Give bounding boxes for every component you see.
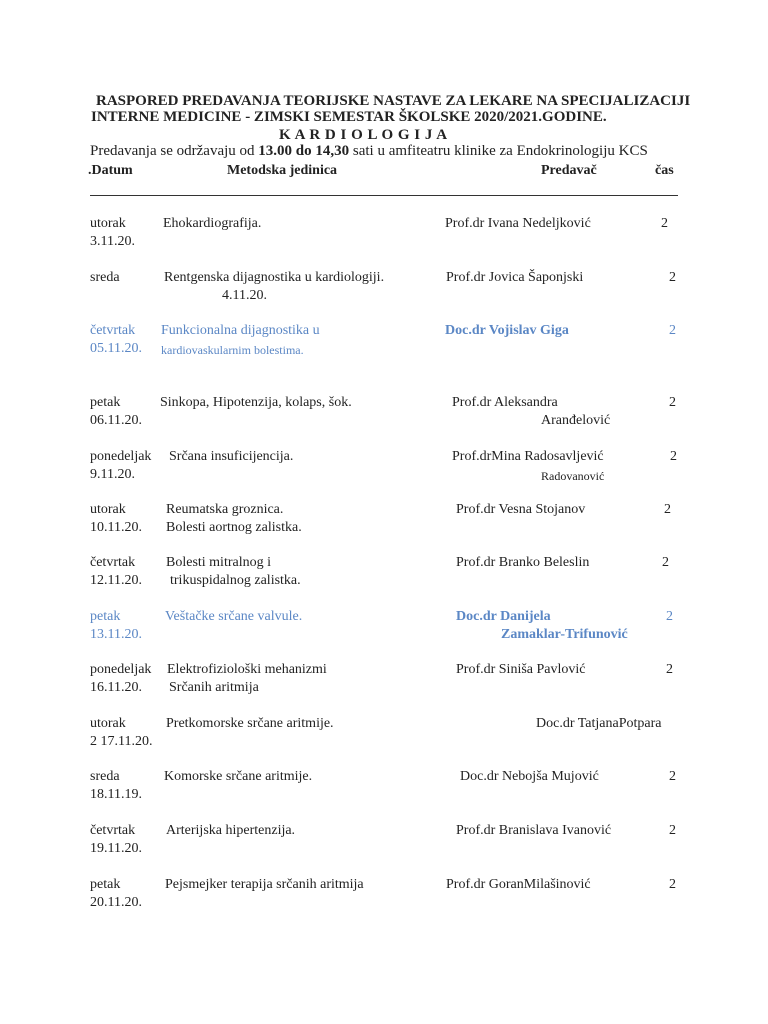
row-lecturer: Prof.dr Branko Beleslin (456, 555, 590, 570)
row-date: 4.11.20. (222, 288, 267, 303)
row-hours: 2 (670, 449, 677, 464)
row-day: četvrtak (90, 323, 136, 338)
row-day: sreda (90, 270, 120, 285)
row-day: ponedeljak (90, 449, 152, 464)
row-date: 9.11.20. (90, 467, 135, 482)
row-hours: 2 (669, 823, 676, 838)
row-day: utorak (90, 502, 126, 517)
row-date: 12.11.20. (90, 573, 142, 588)
row-lecturer: Prof.dr Aleksandra (452, 395, 558, 410)
row-lecturer: Doc.dr Danijela (456, 609, 551, 624)
row-date: 19.11.20. (90, 841, 142, 856)
row-hours: 2 (661, 216, 668, 231)
row-day: četvrtak (90, 823, 136, 838)
row-topic: Sinkopa, Hipotenzija, kolaps, šok. (160, 395, 352, 410)
row-hours: 2 (669, 270, 676, 285)
row-topic: Funkcionalna dijagnostika u (161, 323, 320, 338)
row-hours: 2 (662, 555, 669, 570)
row-lecturer-line2: Zamaklar-Trifunović (501, 627, 628, 642)
row-hours: 2 (669, 769, 676, 784)
row-day: ponedeljak (90, 662, 152, 677)
row-topic-line2: trikuspidalnog zalistka. (170, 573, 301, 588)
row-day: petak (90, 609, 121, 624)
row-date: 20.11.20. (90, 895, 142, 910)
row-lecturer: Doc.dr Nebojša Mujović (460, 769, 599, 784)
intro-post: sati u amfiteatru klinike za Endokrinologiju KCS (349, 143, 648, 159)
row-topic-line2: kardiovaskularnim bolestima. (161, 343, 304, 357)
row-topic: Bolesti mitralnog i (166, 555, 271, 570)
row-topic: Reumatska groznica. (166, 502, 284, 517)
row-hours: 2 (664, 502, 671, 517)
row-topic: Pejsmejker terapija srčanih aritmija (165, 877, 364, 892)
row-day: četvrtak (90, 555, 136, 570)
row-topic: Pretkomorske srčane aritmije. (166, 716, 334, 731)
row-lecturer: Doc.dr Vojislav Giga (445, 323, 569, 338)
row-hours: 2 (669, 395, 676, 410)
document-title-line2: INTERNE MEDICINE - ZIMSKI SEMESTAR ŠKOLSKE 2020/2021.GODINE. (91, 109, 607, 125)
row-date: 16.11.20. (90, 680, 142, 695)
row-lecturer: Prof.drMina Radosavljević (452, 449, 604, 464)
col-predavac: Predavač (541, 163, 597, 178)
col-metodska-jedinica: Metodska jedinica (227, 163, 338, 178)
row-day: utorak (90, 216, 126, 231)
intro-time: 13.00 do 14,30 (258, 143, 350, 159)
row-topic-line2: Srčanih aritmija (169, 680, 259, 695)
row-topic: Komorske srčane aritmije. (164, 769, 313, 784)
row-day: petak (90, 877, 121, 892)
row-topic: Srčana insuficijencija. (169, 449, 294, 464)
row-lecturer: Doc.dr TatjanaPotpara (536, 716, 662, 731)
row-date: 10.11.20. (90, 520, 142, 535)
header-divider (90, 195, 678, 196)
row-topic: Ehokardiografija. (163, 216, 262, 231)
row-topic: Rentgenska dijagnostika u kardiologiji. (164, 270, 385, 285)
row-hours: 2 (666, 609, 673, 624)
row-lecturer: Prof.dr GoranMilašinović (446, 877, 591, 892)
row-lecturer-line2: Radovanović (541, 469, 605, 483)
col-datum: .Datum (88, 163, 133, 178)
row-lecturer: Prof.dr Vesna Stojanov (456, 502, 586, 517)
row-lecturer: Prof.dr Ivana Nedeljković (445, 216, 591, 231)
row-hours: 2 (669, 323, 676, 338)
row-date: 3.11.20. (90, 234, 135, 249)
row-day: sreda (90, 769, 120, 784)
row-topic-line2: Bolesti aortnog zalistka. (166, 520, 302, 535)
row-day: utorak (90, 716, 126, 731)
row-date: 06.11.20. (90, 413, 142, 428)
col-cas: čas (655, 163, 674, 178)
row-hours: 2 (669, 877, 676, 892)
row-topic: Veštačke srčane valvule. (165, 609, 303, 624)
row-date: 13.11.20. (90, 627, 142, 642)
row-topic: Elektrofiziološki mehanizmi (167, 662, 327, 677)
document-title-line1: RASPORED PREDAVANJA TEORIJSKE NASTAVE ZA LEKARE NA SPECIJALIZACIJI (96, 93, 691, 109)
row-hours: 2 (666, 662, 673, 677)
row-lecturer-line2: Aranđelović (541, 413, 611, 428)
row-date: 18.11.19. (90, 787, 142, 802)
row-lecturer: Prof.dr Jovica Šaponjski (446, 270, 584, 285)
subject-heading: K A R D I O L O G I J A (279, 127, 448, 143)
intro-text (90, 143, 648, 160)
row-date: 05.11.20. (90, 341, 142, 356)
row-lecturer: Prof.dr Branislava Ivanović (456, 823, 612, 838)
row-date: 2 17.11.20. (90, 734, 153, 749)
row-day: petak (90, 395, 121, 410)
row-lecturer: Prof.dr Siniša Pavlović (456, 662, 586, 677)
row-topic: Arterijska hipertenzija. (166, 823, 296, 838)
intro-pre: Predavanja se održavaju od (90, 143, 259, 159)
